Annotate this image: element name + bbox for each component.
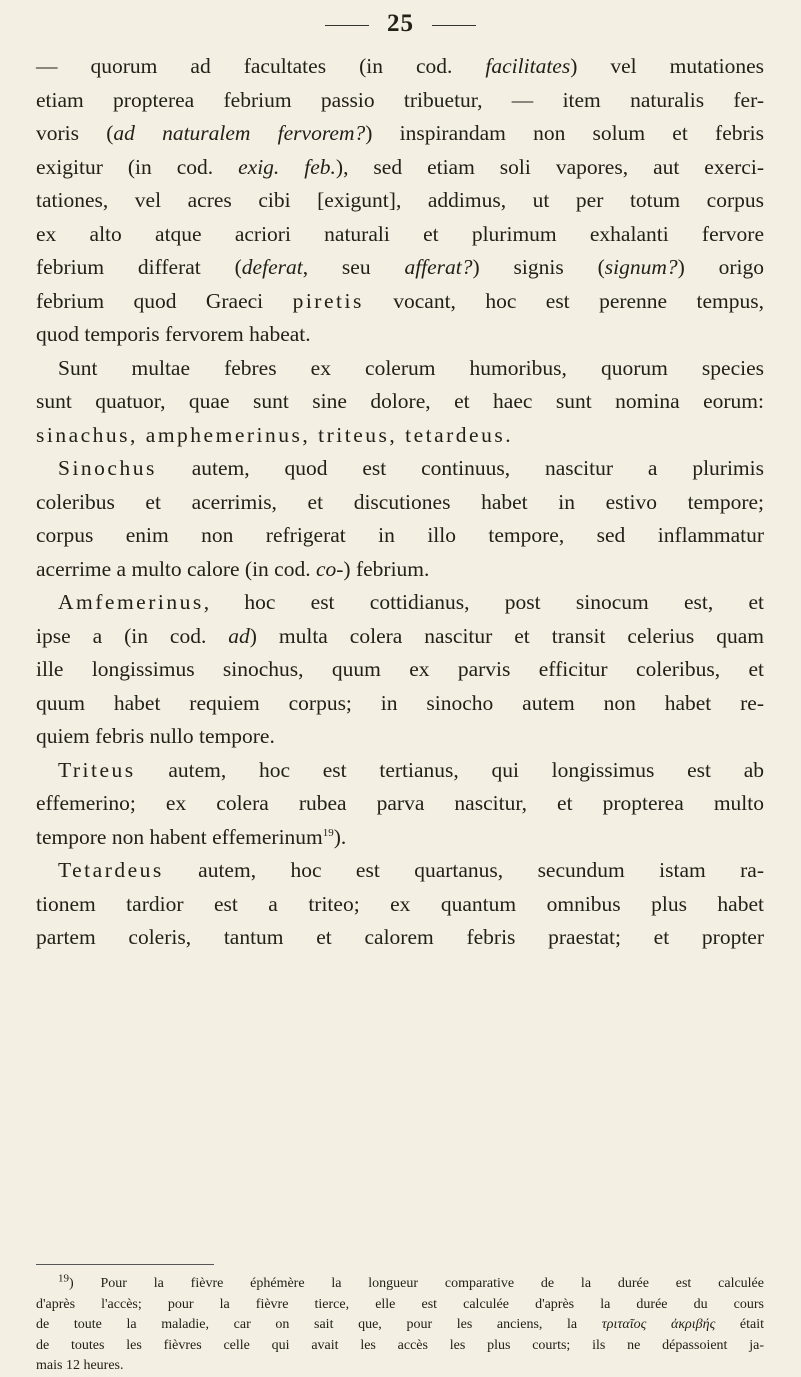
text-line: Triteus autem, hoc est tertianus, qui longissimus est ab [58,757,764,782]
footnote-line: mais 12 heures. [36,1358,124,1373]
text-line: tempore non habent effemerinum$^{19}$). [36,824,347,849]
text-line: etiam propterea febrium passio tribuetur, — item naturalis fer- [36,87,764,112]
footnote-line: $^{19}$) Pour la fièvre éphémère la longueur comparative de la durée est calculée [58,1272,764,1291]
footnote-divider [36,1264,214,1265]
page-header [0,10,801,38]
text-line: ipse a (in cod. ad) multa colera nascitur et transit celerius quam [36,623,764,648]
text-line: Amfemerinus, hoc est cottidianus, post sinocum est, et [58,590,764,614]
text-line: quod temporis fervorem habeat. [36,322,311,346]
text-line: sinachus, amphemerinus, triteus, tetardeus. [36,422,514,447]
text-line: acerrime a multo calore (in cod. co-) febrium. [36,556,430,581]
text-line: febrium quod Graeci piretis vocant, hoc est perenne tempus, [36,288,764,313]
page-number: 25 [387,10,414,37]
text-line: ille longissimus sinochus, quum ex parvis efficitur coleribus, et [36,657,764,681]
footnote-line: de toute la maladie, car on sait que, pour les anciens, la τριταῖος ἀκριβής était [36,1317,764,1332]
text-line: tationes, vel acres cibi [exigunt], addimus, ut per totum corpus [36,188,764,212]
text-line: febrium differat (deferat, seu afferat?) signis (signum?) origo [36,255,765,279]
text-line: Sunt multae febres ex colerum humoribus, quorum species [58,355,764,380]
text-line: sunt quatuor, quae sunt sine dolore, et haec sunt nomina eorum: [36,389,764,413]
text-line: corpus enim non refrigerat in illo tempore, sed inflammatur [36,523,764,547]
text-line: — quorum ad facultates (in cod. facilitates) vel mutationes [36,54,764,78]
footnote [36,1274,764,1377]
text-line: exigitur (in cod. exig. feb.), sed etiam soli vapores, aut exerci- [36,154,764,179]
main-text [36,50,764,955]
text-line: effemerino; ex colera rubea parva nascitur, et propterea multo [36,791,764,815]
text-line: quiem febris nullo tempore. [36,724,275,748]
header-rule-right [432,25,476,26]
text-line: quum habet requiem corpus; in sinocho autem non habet re- [36,690,764,715]
text-line: tionem tardior est a triteo; ex quantum omnibus plus habet [36,891,764,916]
text-line: coleribus et acerrimis, et discutiones habet in estivo tempore; [36,489,764,514]
text-line: voris (ad naturalem fervorem?) inspirandam non solum et febris [36,121,764,145]
text-line: Sinochus autem, quod est continuus, nascitur a plurimis [58,456,764,480]
footnote-line: d'après l'accès; pour la fièvre tierce, elle est calculée d'après la durée du cours [36,1296,764,1312]
text-line: Tetardeus autem, hoc est quartanus, secundum istam ra- [58,858,764,882]
footnote-line: de toutes les fièvres celle qui avait les accès les plus courts; ils ne dépassoient ja- [36,1337,764,1353]
text-line: partem coleris, tantum et calorem febris praestat; et propter [36,925,764,949]
header-rule-left [325,25,369,26]
text-line: ex alto atque acriori naturali et plurimum exhalanti fervore [36,221,764,246]
